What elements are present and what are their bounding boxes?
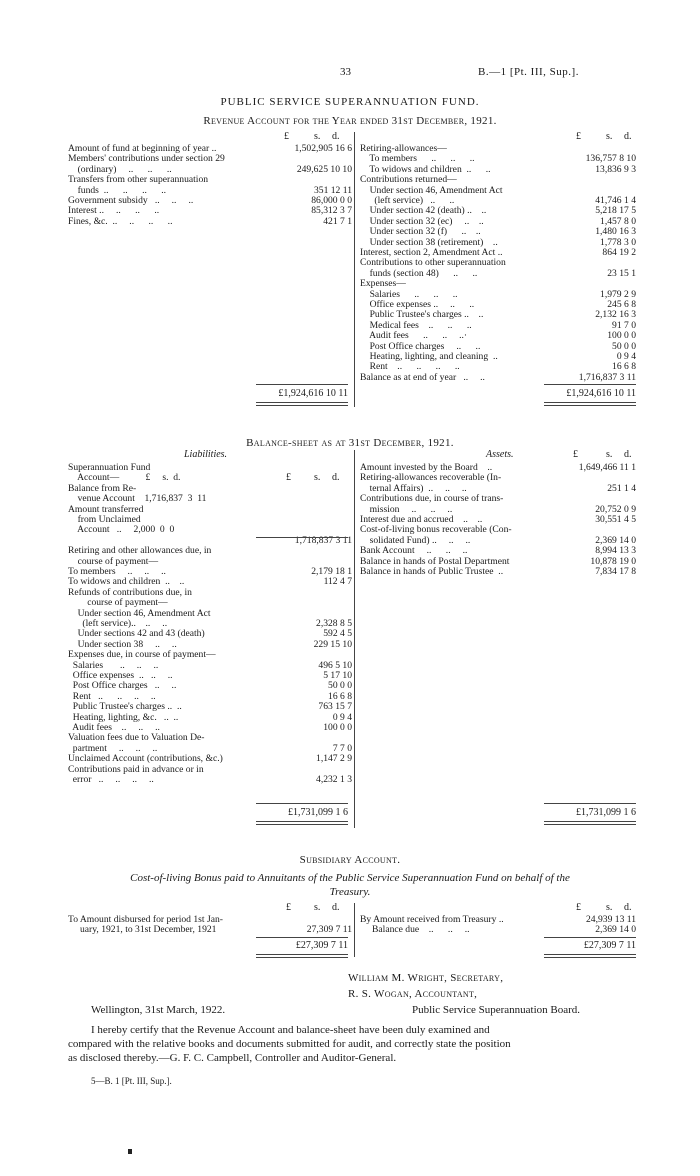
revenue-receipt-label: Members' contributions under section 29 [68, 153, 225, 165]
revenue-payment-amount: 41,746 1 4 [595, 195, 636, 206]
liability-label: course of payment— [68, 597, 168, 609]
revenue-payment-amount: 245 6 8 [607, 299, 636, 310]
liability-amount: 2,179 18 1 [311, 566, 352, 577]
revenue-payment-amount: 1,457 8 0 [600, 215, 636, 227]
revenue-payment-label: Post Office charges .. .. [360, 340, 481, 352]
certification-line-2: compared with the relative books and documents submitted for audit, and correctly state the position [68, 1038, 511, 1050]
liab-header-shillings: s. [314, 472, 321, 483]
liab-header-pence: d. [332, 472, 340, 483]
liab-header-pounds: £ [286, 472, 291, 483]
asset-amount: 8,994 13 3 [595, 545, 636, 557]
revenue-payment-label: To widows and children .. .. [360, 163, 491, 175]
liability-label: Balance from Re- [68, 482, 137, 494]
asset-amount: 30,551 4 5 [595, 514, 636, 525]
revenue-payment-row [360, 331, 636, 341]
liability-row [68, 650, 352, 660]
liability-row [68, 494, 352, 504]
revenue-payment-label: funds (section 48) .. .. [360, 267, 478, 279]
asset-amount: 2,369 14 0 [595, 534, 636, 546]
revenue-payment-amount: 1,480 16 3 [595, 226, 636, 238]
asset-amount: 20,752 0 9 [595, 503, 636, 515]
liability-label: To widows and children .. .. [68, 576, 185, 588]
assets-header-pounds: £ [573, 449, 578, 460]
revenue-left-header-shillings: s. [314, 131, 321, 142]
asset-amount: 251 1 4 [607, 482, 636, 494]
printer-mark [128, 1149, 132, 1154]
subsidiary-right-header-shillings: s. [606, 902, 613, 913]
liability-row [68, 546, 352, 556]
revenue-payment-label: Heating, lighting, and cleaning .. [360, 351, 498, 362]
liability-amount: 0 9 4 [332, 711, 352, 723]
subsidiary-credit-label: Balance due .. .. .. [360, 924, 470, 936]
subsidiary-left-header-pence: d. [332, 902, 340, 913]
revenue-payment-amount: 91 7 0 [612, 319, 636, 331]
asset-row [360, 494, 636, 504]
subsidiary-right-header-pence: d. [624, 902, 632, 913]
balance-sheet [68, 449, 636, 828]
liability-amount: 5 17 10 [323, 670, 352, 681]
revenue-left-total: £1,924,616 10 11 [278, 388, 348, 399]
liability-row [68, 775, 352, 785]
subsidiary-credit-row [360, 925, 636, 935]
liability-label: Unclaimed Account (contributions, &c.) [68, 753, 223, 765]
revenue-receipt-row [68, 217, 352, 227]
revenue-payment-label: Under section 46, Amendment Act [360, 184, 503, 196]
subsidiary-right-total: £27,309 7 11 [583, 940, 636, 951]
liability-label: Post Office charges .. .. [68, 680, 177, 692]
revenue-payment-row [360, 279, 636, 289]
liability-label: Under sections 42 and 43 (death) [68, 628, 205, 640]
revenue-right-header-pounds: £ [576, 131, 581, 142]
revenue-payment-label: Contributions returned— [360, 174, 457, 186]
asset-row [360, 567, 636, 577]
liability-row [68, 754, 352, 764]
revenue-payment-row [360, 362, 636, 372]
liabilities-heading: Liabilities. [184, 449, 228, 460]
subsidiary-credit-amount: 24,939 13 11 [585, 914, 636, 925]
subsidiary-credit-amount: 2,369 14 0 [595, 924, 636, 936]
revenue-payment-label: Public Trustee's charges .. .. [360, 309, 484, 321]
subsidiary-right-header-pounds: £ [576, 902, 581, 913]
revenue-receipt-amount: 86,000 0 0 [311, 195, 352, 206]
revenue-payment-label: Balance as at end of year .. .. [360, 371, 485, 383]
liability-label: (left service).. .. .. [68, 618, 168, 629]
revenue-payment-label: Under section 32 (f) .. .. [360, 226, 481, 238]
liability-label: Heating, lighting, &c. .. .. [68, 711, 179, 723]
liability-label: venue Account 1,716,837 3 11 [68, 493, 207, 505]
subsidiary-debit-label: uary, 1921, to 31st December, 1921 [68, 924, 217, 936]
revenue-payment-label: Rent .. .. .. .. [360, 361, 460, 373]
liability-amount: 763 15 7 [318, 701, 352, 713]
place-date: Wellington, 31st March, 1922. [91, 1004, 226, 1016]
asset-label: solidated Fund) .. .. .. [360, 534, 471, 546]
revenue-payment-row [360, 373, 636, 383]
revenue-payment-row [360, 258, 636, 268]
liability-row [68, 598, 352, 608]
asset-label: Interest due and accrued .. .. [360, 514, 483, 525]
asset-amount: 7,834 17 8 [595, 566, 636, 577]
liability-amount: 229 15 10 [313, 638, 352, 650]
asset-label: Cost-of-living bonus recoverable (Con- [360, 524, 512, 536]
revenue-payment-amount: 23 15 1 [607, 267, 636, 279]
revenue-receipt-label: Government subsidy .. .. .. [68, 195, 194, 206]
page-footer: 5—B. 1 [Pt. III, Sup.]. [91, 1076, 172, 1086]
revenue-payment-label: Medical fees .. .. .. [360, 319, 472, 331]
revenue-receipt-row [68, 154, 352, 164]
liability-label: Account— £ s. d. [68, 472, 181, 484]
liability-amount: 1,147 2 9 [316, 753, 352, 765]
assets-header-pence: d. [624, 449, 632, 460]
asset-amount: 10,878 19 0 [590, 555, 636, 567]
asset-row [360, 473, 636, 483]
subsidiary-credit-label: By Amount received from Treasury .. [360, 914, 504, 925]
revenue-left-header-pence: d. [332, 131, 340, 142]
subsidiary-debit-row [68, 925, 352, 935]
revenue-payment-row [360, 206, 636, 216]
liability-amount: 50 0 0 [328, 680, 352, 692]
asset-row [360, 525, 636, 535]
revenue-receipt-amount: 85,312 3 7 [311, 205, 352, 217]
liabilities-total: £1,731,099 1 6 [288, 807, 348, 818]
liability-row [68, 702, 352, 712]
revenue-payment-label: Salaries .. .. .. [360, 288, 458, 300]
certification-line-3: as disclosed thereby.—G. F. C. Campbell, Controller and Auditor-General. [68, 1052, 397, 1064]
revenue-receipt-amount: 1,502,905 16 6 [294, 143, 352, 154]
liability-amount: 2,328 8 5 [316, 618, 352, 629]
subsidiary-heading: Subsidiary Account. [299, 854, 401, 866]
revenue-payment-label: Contributions to other superannuation [360, 257, 506, 269]
liability-label: Superannuation Fund [68, 462, 151, 473]
assets-total: £1,731,099 1 6 [576, 807, 636, 818]
revenue-receipt-label: (ordinary) .. .. .. [68, 163, 172, 175]
liability-amount: 112 4 7 [323, 576, 352, 588]
liability-label: Salaries .. .. .. [68, 659, 159, 671]
revenue-receipt-label: Transfers from other superannuation [68, 174, 209, 186]
liability-label: Expenses due, in course of payment— [68, 649, 216, 661]
subsidiary-left-header-pounds: £ [286, 902, 291, 913]
revenue-payment-amount: 13,836 9 3 [595, 163, 636, 175]
subsidiary-account [68, 902, 636, 957]
liability-label: Valuation fees due to Valuation De- [68, 732, 205, 744]
revenue-payment-amount: 16 6 8 [612, 361, 636, 373]
liability-label: Amount transferred [68, 503, 144, 515]
liability-label: Under section 46, Amendment Act [68, 607, 211, 619]
liability-row [68, 681, 352, 691]
balance-heading: Balance-sheet as at 31st December, 1921. [246, 437, 454, 449]
liability-amount: 7 7 0 [332, 742, 352, 754]
revenue-payment-label: Under section 42 (death) .. .. [360, 205, 487, 217]
revenue-payment-amount: 0 9 4 [616, 351, 636, 362]
revenue-payment-label: Interest, section 2, Amendment Act .. [360, 247, 503, 258]
revenue-payment-label: Audit fees .. .. ..· [360, 330, 468, 342]
signature-accountant: R. S. Wogan, Accountant, [348, 988, 478, 1000]
revenue-payment-row [360, 227, 636, 237]
asset-label: Balance in hands of Postal Department [360, 555, 510, 567]
revenue-receipt-label: Interest .. .. .. .. [68, 205, 160, 217]
signature-board: Public Service Superannuation Board. [412, 1004, 581, 1016]
liability-label: from Unclaimed [68, 514, 141, 525]
liability-label: partment .. .. .. [68, 742, 158, 754]
asset-label: ternal Affairs) .. .. .. [360, 482, 467, 494]
revenue-receipt-label: Fines, &c. .. .. .. .. [68, 215, 173, 227]
revenue-payment-label: To members .. .. .. [360, 153, 475, 165]
revenue-payment-label: Under section 32 (ec) .. .. [360, 215, 484, 227]
liability-label: error .. .. .. .. [68, 774, 154, 785]
revenue-right-header-pence: d. [624, 131, 632, 142]
asset-amount: 1,649,466 11 1 [578, 462, 636, 473]
revenue-payment-row [360, 175, 636, 185]
revenue-payment-amount: 5,218 17 5 [595, 205, 636, 217]
subsidiary-debit-label: To Amount disbursed for period 1st Jan- [68, 914, 223, 925]
liability-amount: 1,718,837 3 11 [294, 534, 352, 546]
revenue-receipt-amount: 351 12 11 [313, 184, 352, 196]
asset-label: Contributions due, in course of trans- [360, 493, 504, 505]
revenue-receipt-row [68, 175, 352, 185]
revenue-receipt-amount: 421 7 1 [323, 215, 352, 227]
revenue-payment-amount: 2,132 16 3 [595, 309, 636, 321]
assets-heading: Assets. [486, 449, 514, 460]
subsidiary-debit-amount: 27,309 7 11 [306, 924, 352, 936]
liability-amount: 16 6 8 [328, 690, 352, 702]
liability-label: course of payment— [68, 555, 159, 567]
asset-label: Balance in hands of Public Trustee .. [360, 566, 504, 577]
subsidiary-subtitle-2: Treasury. [329, 886, 371, 898]
revenue-payment-amount: 864 19 2 [602, 247, 636, 258]
assets-header-shillings: s. [606, 449, 613, 460]
revenue-receipt-row [68, 206, 352, 216]
document-title: PUBLIC SERVICE SUPERANNUATION FUND. [220, 96, 480, 108]
revenue-receipt-amount: 249,625 10 10 [296, 163, 352, 175]
subsidiary-subtitle-1: Cost-of-living Bonus paid to Annuitants of the Public Service Superannuation Fund on behalf of the [130, 872, 570, 884]
revenue-payment-label: (left service) .. .. [360, 195, 455, 206]
revenue-payment-label: Office expenses .. .. .. [360, 299, 475, 310]
liability-label: Refunds of contributions due, in [68, 586, 192, 598]
asset-label: Bank Account .. .. .. [360, 545, 468, 557]
liability-label: Under section 38 .. .. [68, 638, 177, 650]
subsidiary-left-total: £27,309 7 11 [295, 940, 348, 951]
liability-label: Public Trustee's charges .. .. [68, 701, 182, 713]
liability-amount: 592 4 5 [323, 628, 352, 640]
liability-row [68, 473, 352, 483]
asset-label: Retiring-allowances recoverable (In- [360, 472, 502, 484]
liability-label: Contributions paid in advance or in [68, 763, 204, 775]
liability-label: Retiring and other allowances due, in [68, 545, 212, 557]
revenue-payment-amount: 1,778 3 0 [600, 236, 636, 248]
revenue-receipt-label: funds .. .. .. .. [68, 184, 167, 196]
page-number: 33 [340, 66, 351, 78]
revenue-payment-amount: 100 0 0 [607, 330, 636, 342]
revenue-payment-amount: 136,757 8 10 [585, 153, 636, 165]
certification-line-1: I hereby certify that the Revenue Account and balance-sheet have been duly examined and [91, 1024, 490, 1036]
liability-amount: 4,232 1 3 [316, 774, 352, 785]
liability-row [68, 577, 352, 587]
revenue-left-header-pounds: £ [284, 131, 289, 142]
liability-row [68, 629, 352, 639]
revenue-payment-amount: 50 0 0 [612, 340, 636, 352]
asset-label: Amount invested by the Board .. [360, 462, 493, 473]
page-reference: B.—1 [Pt. III, Sup.]. [478, 66, 579, 78]
revenue-account [68, 131, 636, 407]
revenue-payment-amount: 1,716,837 3 11 [578, 371, 636, 383]
liability-label: Audit fees .. .. .. [68, 722, 160, 733]
asset-row [360, 546, 636, 556]
revenue-right-header-shillings: s. [606, 131, 613, 142]
liability-label: Account .. 2,000 0 0 [68, 524, 175, 536]
revenue-payment-label: Expenses— [360, 278, 406, 290]
liability-label: To members .. .. .. [68, 566, 166, 577]
liability-amount: 496 5 10 [318, 659, 352, 671]
liability-label: Office expenses .. .. .. [68, 670, 173, 681]
revenue-receipt-label: Amount of fund at beginning of year .. [68, 143, 217, 154]
revenue-payment-amount: 1,979 2 9 [600, 288, 636, 300]
revenue-payment-label: Under section 38 (retirement) .. [360, 236, 498, 248]
revenue-payment-row [360, 310, 636, 320]
liability-amount: 100 0 0 [323, 722, 352, 733]
revenue-heading: Revenue Account for the Year ended 31st December, 1921. [203, 115, 497, 127]
liability-row [68, 525, 352, 535]
revenue-payment-row [360, 154, 636, 164]
signature-secretary: William M. Wright, Secretary, [348, 972, 504, 984]
asset-label: mission .. .. .. [360, 503, 453, 515]
revenue-right-total: £1,924,616 10 11 [566, 388, 636, 399]
liability-label: Rent .. .. .. .. [68, 690, 156, 702]
liability-row [68, 733, 352, 743]
subsidiary-left-header-shillings: s. [314, 902, 321, 913]
revenue-payment-label: Retiring-allowances— [360, 143, 447, 154]
